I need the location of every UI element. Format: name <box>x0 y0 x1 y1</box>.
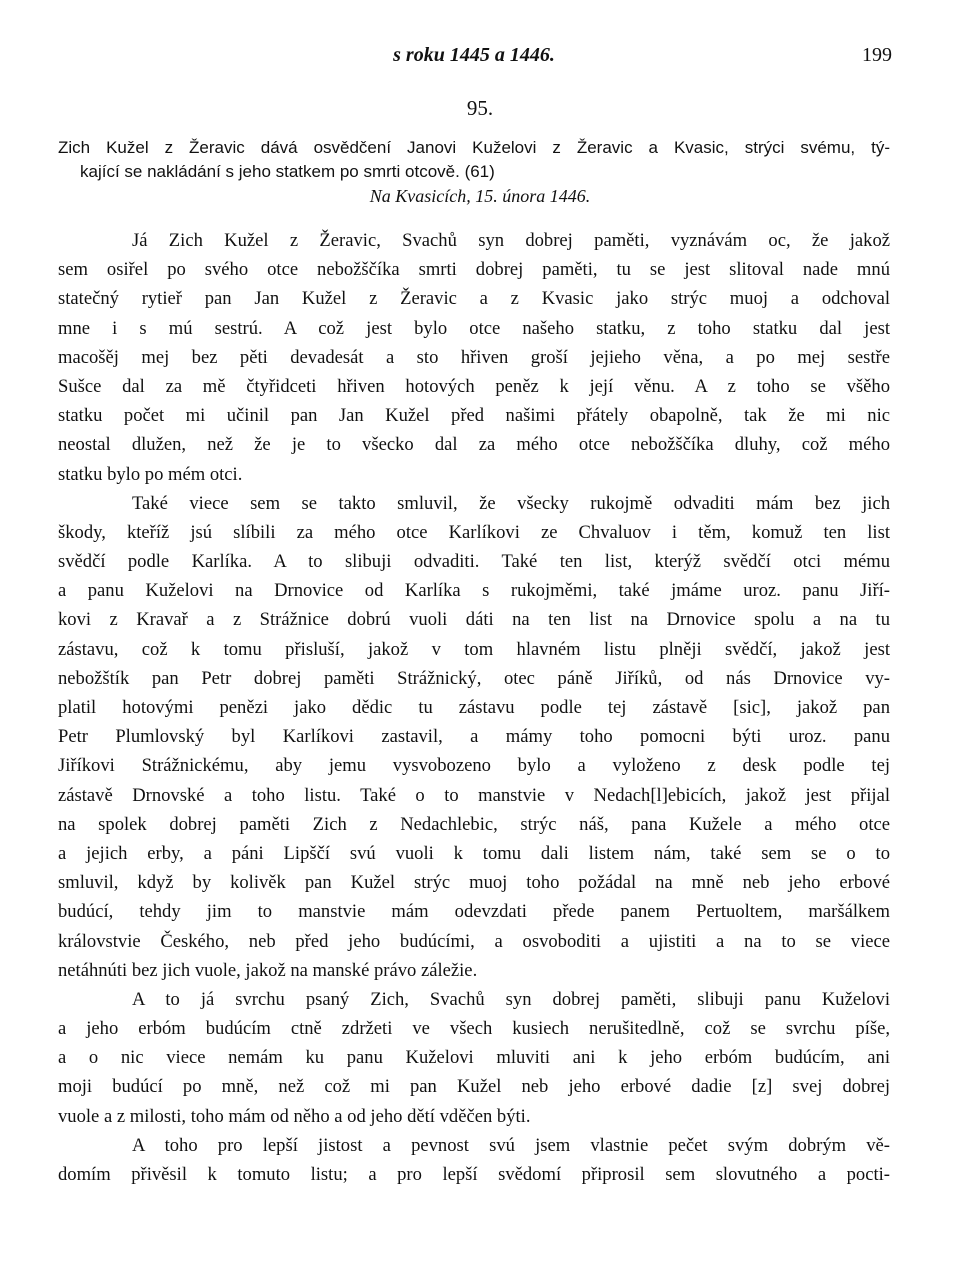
text-line: Já Zich Kužel z Žeravic, Svachů syn dobrej paměti, vyznávám oc, že jakož <box>132 230 890 251</box>
document-regest <box>58 136 890 184</box>
text-line: na spolek dobrej paměti Zich z Nedachlebic, strýc náš, pana Kužele a mého otce <box>58 813 890 835</box>
page-number: 199 <box>862 44 892 66</box>
text-line: královstvie Českého, neb před jeho budúcími, a osvoboditi a ujistiti a na to se viece <box>58 930 890 952</box>
text-line: sem osiřel po svého otce nebožščíka smrti dobrej paměti, tu se jest slitoval nade mnú <box>58 259 890 281</box>
text-line: nebožštík pan Petr dobrej paměti Strážnický, otec páně Jiříků, od nás Drnovice vy- <box>58 667 890 689</box>
text-line: škody, kteříž jsú slíbili za mého otce Karlíkovi ze Chvaluov i těm, komuž ten list <box>58 521 890 543</box>
text-line: Jiříkovi Strážnickému, aby jemu vysvobozeno bylo a vyloženo z desk podle tej <box>58 755 890 777</box>
text-line: moji budúcí po mně, než což mi pan Kužel neb jeho erbové dadie [z] svej dobrej <box>58 1076 890 1098</box>
text-line: statku bylo po mém otci. <box>58 463 243 485</box>
text-line: zástavu, což k tomu přisluší, jakož v tom hlavném listu plněji svědčí, jakož jest <box>58 638 890 660</box>
text-line: vuole a z milosti, toho mám od něho a od jeho dětí vděčen býti. <box>58 1105 531 1127</box>
text-line: macošěj mej bez pěti devadesát a sto hřiven groší jejieho věna, a po mej sestře <box>58 346 890 368</box>
document-number: 95. <box>466 96 494 120</box>
text-line: Sušce dal za mě čtyřidceti hřiven hotových peněz k její věnu. A z toho se všěho <box>58 375 890 397</box>
text-line: smluvil, když by kolivěk pan Kužel strýc muoj toho požádal na mně neb jeho erbové <box>58 872 890 894</box>
text-line: platil hotovými penězi jako dědic tu zástavu podle tej zástavě [sic], jakož pan <box>58 697 890 718</box>
text-line: netáhnúti bez jich vuole, jakož na manské právo záležie. <box>58 959 478 981</box>
text-line: Také viece sem se takto smluvil, že všecky rukojmě odvaditi mám bez jich <box>132 492 890 514</box>
text-line: neostal dlužen, než že je to všecko dal za mého otce nebožščíka dluhy, což mého <box>58 434 890 456</box>
text-line: mne i s mú sestrú. A což jest bylo otce našeho statku, z toho statku dal jest <box>58 317 890 339</box>
text-line: a jeho erbóm budúcím ctně zdržeti ve všech kusiech nerušitedlně, což se svrchu píše, <box>58 1018 890 1040</box>
text-line: zástavě Drnovské a toho listu. Také o to manstvie v Nedach[l]ebicích, jakož jest přijal <box>58 784 890 806</box>
text-line: A to já svrchu psaný Zich, Svachů syn dobrej paměti, slibuji panu Kuželovi <box>132 988 890 1010</box>
running-title: s roku 1445 a 1446. <box>393 44 555 66</box>
text-line: Petr Plumlovský byl Karlíkovi zastavil, a mámy toho pomocni býti uroz. panu <box>58 726 890 748</box>
text-line: kovi z Kravař a z Strážnice dobrú vuoli dáti na ten list na Drnovice spolu a na tu <box>58 609 890 631</box>
regest-line: Zich Kužel z Žeravic dává osvědčení Janovi Kuželovi z Žeravic a Kvasic, strýci svému, tý- <box>58 138 890 157</box>
text-line: statečný rytieř pan Jan Kužel z Žeravic a z Kvasic jako strýc muoj a odchoval <box>58 288 890 310</box>
text-line: budúcí, tehdy jim to manstvie mám odevzdati přede panem Pertuoltem, maršálkem <box>58 901 890 923</box>
text-line: statku počet mi učinil pan Jan Kužel před našimi přátely obapolně, tak že mi nic <box>58 405 890 427</box>
regest-line: kající se nakládání s jeho statkem po smrti otcově. (61) <box>80 162 495 181</box>
running-header <box>56 44 892 74</box>
text-line: svědčí podle Karlíka. A to slibuji odvaditi. Také ten list, kterýž svědčí otci mému <box>58 551 890 573</box>
text-line: a panu Kuželovi na Drnovice od Karlíka s rukojměmi, také jmáme uroz. panu Jiří- <box>58 580 890 602</box>
text-line: a jejich erby, a páni Lipščí svú vuoli k tomu dali listem nám, také sem se o to <box>58 842 890 864</box>
text-line: domím přivěsil k tomuto listu; a pro lepší svědomí připrosil sem slovutného a pocti- <box>58 1164 890 1185</box>
place-and-date: Na Kvasicích, 15. února 1446. <box>369 186 591 206</box>
text-line: a o nic viece nemám ku panu Kuželovi mluviti ani k jeho erbóm budúcím, ani <box>58 1047 890 1069</box>
text-line: A toho pro lepší jistost a pevnost svú jsem vlastnie pečet svým dobrým vě- <box>132 1134 890 1156</box>
document-body <box>58 226 890 1189</box>
